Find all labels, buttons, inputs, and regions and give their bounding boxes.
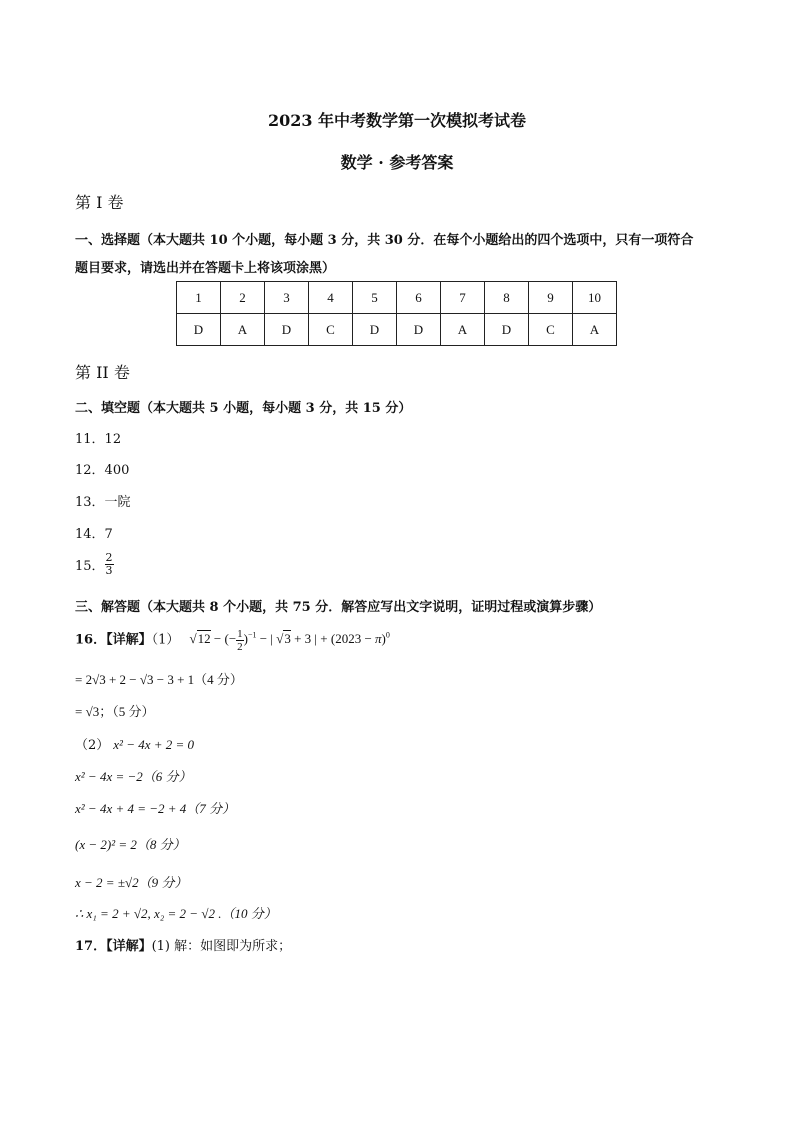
answer-cell: C (529, 314, 573, 346)
answer-cell: A (573, 314, 617, 346)
answer-cell: D (265, 314, 309, 346)
page-subtitle: 数学 · 参考答案 (340, 153, 454, 172)
answer-cell: A (441, 314, 485, 346)
question-number-cell: 10 (573, 282, 617, 314)
answer-table-answer-row (177, 314, 617, 346)
q16-step-2: x² − 4x + 4 = −2 + 4（7 分） (75, 801, 236, 816)
q16-step-a: = 2√3 + 2 − √3 − 3 + 1（4 分） (75, 672, 243, 687)
q16-label: 16．【详解】 (75, 632, 152, 648)
answer-text: 一院 (104, 495, 131, 510)
answer-cell: D (397, 314, 441, 346)
q17-line (75, 935, 291, 954)
question-number: 12． (75, 463, 105, 478)
question-number: 11． (75, 432, 105, 447)
answer-cell: D (177, 314, 221, 346)
fill-answer-14 (75, 523, 113, 542)
question-number-cell: 2 (221, 282, 265, 314)
answer-text: 12 (104, 432, 122, 447)
page-title: 2023 年中考数学第一次模拟考试卷 (267, 111, 527, 130)
fill-answer-15 (75, 552, 114, 577)
q16-line-expression (75, 628, 390, 653)
q16-step-4: x − 2 = ±√2（9 分） (75, 875, 188, 890)
fraction-denominator: 3 (105, 564, 113, 577)
answer-cell: D (485, 314, 529, 346)
solve-heading: 三、解答题（本大题共 8 个小题，共 75 分．解答应写出文字说明，证明过程或演算步骤） (75, 600, 602, 615)
q16-step-b: = √3；（5 分） (75, 704, 155, 719)
fill-heading: 二、填空题（本大题共 5 小题，每小题 3 分，共 15 分） (75, 401, 412, 416)
q16-equation: x² − 4x + 2 = 0 (113, 737, 195, 752)
q16-part1-tag: （1） (151, 632, 180, 648)
answer-table-number-row (177, 282, 617, 314)
answer-cell: C (309, 314, 353, 346)
q16-step-1: x² − 4x = −2（6 分） (75, 769, 192, 784)
question-number: 13． (75, 495, 105, 510)
question-number-cell: 8 (485, 282, 529, 314)
question-number-cell: 3 (265, 282, 309, 314)
q16-expression: √12 − (− $\frac{1}{2}$ )$^{-1}$ − | √3 + 3 | + $(2023 - \pi)^0$ (189, 628, 390, 653)
fill-answer-13 (75, 491, 131, 510)
q16-part2-line (75, 734, 194, 753)
q17-label: 17．【详解】 (75, 939, 152, 954)
q17-text: (1) 解：如图即为所求； (151, 939, 292, 954)
fraction-numerator: 2 (105, 551, 113, 564)
question-number-cell: 6 (397, 282, 441, 314)
choice-instruction-line-1: 一、选择题（本大题共 10 个小题，每小题 3 分，共 30 分．在每个小题给出的四个选项中，只有一项符合 (75, 233, 694, 248)
question-number-cell: 7 (441, 282, 485, 314)
answer-text: 7 (104, 527, 113, 542)
fill-answer-12 (75, 459, 129, 478)
answer-cell: A (221, 314, 265, 346)
answer-cell: D (353, 314, 397, 346)
fill-answer-11 (75, 428, 121, 447)
fraction (105, 552, 114, 577)
question-number-cell: 4 (309, 282, 353, 314)
answer-text: 400 (104, 463, 130, 478)
question-number-cell: 1 (177, 282, 221, 314)
answer-table (176, 281, 617, 346)
question-number: 14． (75, 527, 105, 542)
question-number-cell: 9 (529, 282, 573, 314)
q16-step-3: (x − 2)² = 2（8 分） (75, 837, 186, 852)
part-2-label: 第 II 卷 (75, 363, 130, 382)
question-number-cell: 5 (353, 282, 397, 314)
question-number: 15． (75, 559, 105, 574)
q16-step-5: ∴ x₁ = 2 + √2, x₂ = 2 − √2 .（10 分） (75, 906, 277, 921)
part-1-label: 第 I 卷 (75, 193, 124, 212)
choice-instruction-line-2: 题目要求，请选出并在答题卡上将该项涂黑） (75, 261, 336, 276)
q16-part2-tag: （2） (75, 738, 110, 753)
